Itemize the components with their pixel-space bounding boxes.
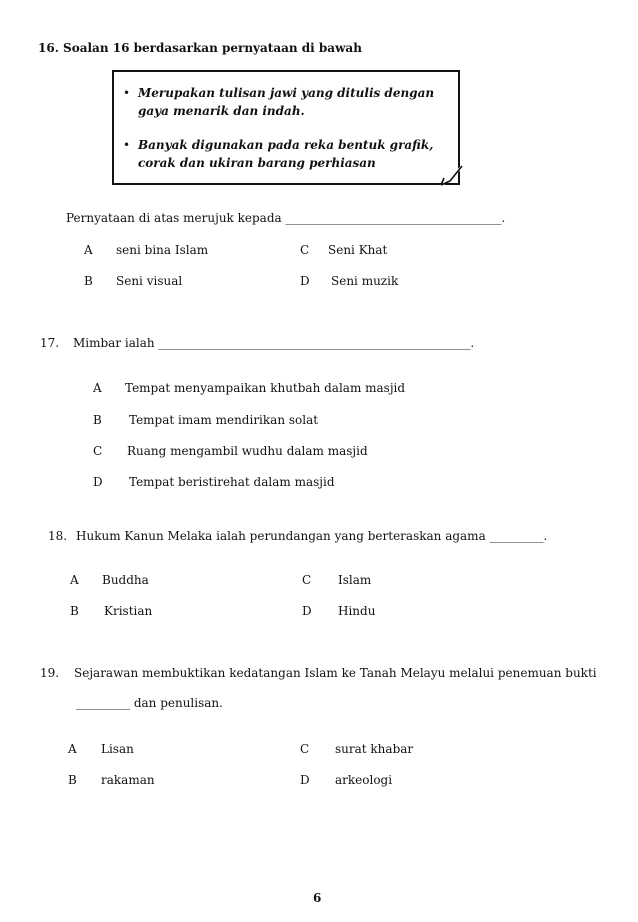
q16-option-a-letter: A — [84, 243, 93, 257]
q16-option-d-letter: D — [300, 274, 310, 288]
q16-option-b-text: Seni visual — [116, 274, 183, 288]
q16-option-b-letter: B — [84, 274, 93, 288]
bullet-icon: • — [123, 86, 131, 100]
q17-option-d-text: Tempat beristirehat dalam masjid — [129, 475, 335, 489]
q16-option-c-text: Seni Khat — [328, 243, 388, 257]
q19-option-c-letter: C — [300, 742, 310, 756]
page-number: 6 — [313, 891, 322, 905]
q18-option-d-letter: D — [302, 604, 312, 618]
q16-option-c-letter: C — [300, 243, 310, 257]
q17-option-d-letter: D — [93, 475, 103, 489]
q17-option-a-letter: A — [93, 381, 102, 395]
q19-option-d-text: arkeologi — [335, 773, 393, 787]
q17-option-b-letter: B — [93, 413, 102, 427]
q18-stem: Hukum Kanun Melaka ialah perundangan yang berteraskan agama _________. — [76, 529, 548, 543]
q19-option-b-letter: B — [68, 773, 77, 787]
q17-option-c-text: Ruang mengambil wudhu dalam masjid — [127, 444, 368, 458]
q18-option-c-text: Islam — [338, 573, 372, 587]
q19-option-a-letter: A — [68, 742, 77, 756]
q19-stem-line-1: Sejarawan membuktikan kedatangan Islam ke Tanah Melayu melalui penemuan bukti — [74, 666, 597, 680]
q19-option-a-text: Lisan — [101, 742, 134, 756]
q16-bullet-1-line-2: gaya menarik dan indah. — [138, 104, 305, 118]
q17-option-c-letter: C — [93, 444, 103, 458]
q16-option-d-text: Seni muzik — [331, 274, 399, 288]
bullet-icon: • — [123, 138, 131, 152]
q18-option-a-text: Buddha — [102, 573, 149, 587]
q18-option-a-letter: A — [70, 573, 79, 587]
q17-stem: Mimbar ialah ____________________________________________________. — [73, 336, 475, 350]
q19-option-c-text: surat khabar — [335, 742, 414, 756]
q19-option-b-text: rakaman — [101, 773, 155, 787]
q18-option-d-text: Hindu — [338, 604, 376, 618]
q19-stem-line-2: _________ dan penulisan. — [76, 696, 223, 710]
q16-heading: 16. Soalan 16 berdasarkan pernyataan di bawah — [38, 41, 362, 55]
q19-option-d-letter: D — [300, 773, 310, 787]
page-curl-icon — [440, 165, 464, 187]
q16-option-a-text: seni bina Islam — [116, 243, 209, 257]
q18-number: 18. — [48, 529, 68, 543]
q16-bullet-2-line-2: corak dan ukiran barang perhiasan — [138, 156, 376, 170]
q18-option-c-letter: C — [302, 573, 312, 587]
q17-option-a-text: Tempat menyampaikan khutbah dalam masjid — [125, 381, 406, 395]
q16-bullet-1-line-1: Merupakan tulisan jawi yang ditulis dengan — [138, 86, 435, 100]
q16-stem: Pernyataan di atas merujuk kepada ____________________________________. — [66, 211, 506, 225]
q18-option-b-text: Kristian — [104, 604, 153, 618]
q17-option-b-text: Tempat imam mendirikan solat — [129, 413, 319, 427]
q17-number: 17. — [40, 336, 60, 350]
q18-option-b-letter: B — [70, 604, 79, 618]
q19-number: 19. — [40, 666, 60, 680]
q16-bullet-2-line-1: Banyak digunakan pada reka bentuk grafik, — [138, 138, 434, 152]
